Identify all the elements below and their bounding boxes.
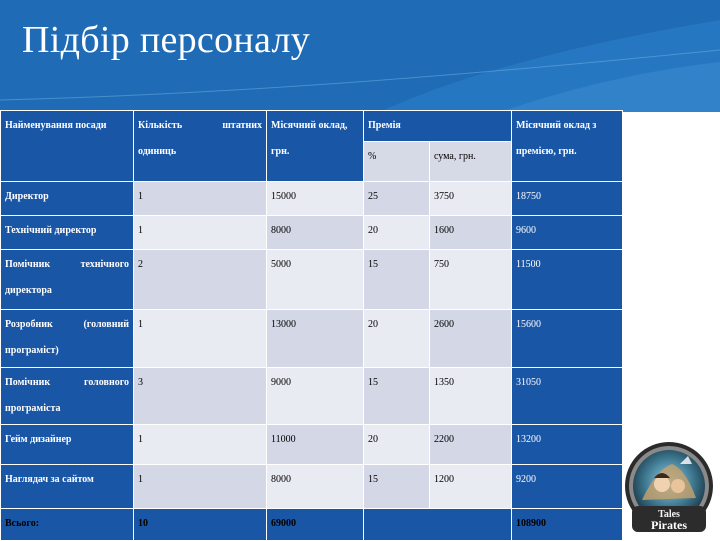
cell-count: 1 — [134, 182, 267, 216]
cell-position: Розробник (головний програміст) — [1, 310, 134, 368]
header-bonus: Премія — [364, 111, 512, 142]
pirates-emblem-icon — [622, 440, 716, 536]
title-banner — [0, 0, 720, 112]
cell-count: 1 — [134, 216, 267, 250]
cell-total-salary: 11500 — [512, 250, 623, 310]
cell-salary: 13000 — [267, 310, 364, 368]
cell-salary: 8000 — [267, 216, 364, 250]
cell-bonus-percent: 20 — [364, 310, 430, 368]
cell-bonus-sum: 3750 — [430, 182, 512, 216]
table-row — [1, 310, 623, 368]
cell-total-salary: 9200 — [512, 465, 623, 509]
header-count: Кількість штатних одиниць — [134, 111, 267, 182]
table-row — [1, 425, 623, 465]
cell-bonus-percent: 15 — [364, 368, 430, 425]
cell-position: Гейм дизайнер — [1, 425, 134, 465]
slide-title: Підбір персоналу — [22, 19, 311, 61]
cell-salary: 5000 — [267, 250, 364, 310]
cell-count: 2 — [134, 250, 267, 310]
cell-bonus-percent: 20 — [364, 216, 430, 250]
cell-total-salary: 9600 — [512, 216, 623, 250]
header-position: Найменування посади — [1, 111, 134, 182]
cell-total-salary-sum: 69000 — [267, 509, 364, 541]
cell-total-salary: 15600 — [512, 310, 623, 368]
logo-text-line2: Pirates — [651, 518, 687, 532]
table-row — [1, 182, 623, 216]
cell-count: 1 — [134, 425, 267, 465]
cell-bonus-percent: 15 — [364, 250, 430, 310]
cell-bonus-sum: 2200 — [430, 425, 512, 465]
cell-salary: 15000 — [267, 182, 364, 216]
header-bonus-sum: сума, грн. — [430, 142, 512, 182]
cell-position: Помічник головного програміста — [1, 368, 134, 425]
cell-bonus-percent: 15 — [364, 465, 430, 509]
cell-count: 3 — [134, 368, 267, 425]
cell-total-salary: 18750 — [512, 182, 623, 216]
cell-salary: 9000 — [267, 368, 364, 425]
cell-position: Директор — [1, 182, 134, 216]
cell-position: Помічник технічного директора — [1, 250, 134, 310]
cell-total-label: Всього: — [1, 509, 134, 541]
cell-count: 1 — [134, 465, 267, 509]
header-total-salary: Місячний оклад з премією, грн. — [512, 111, 623, 182]
cell-bonus-percent: 20 — [364, 425, 430, 465]
cell-bonus-percent: 25 — [364, 182, 430, 216]
tales-pirates-logo — [622, 440, 716, 536]
cell-position: Наглядач за сайтом — [1, 465, 134, 509]
cell-total-salary: 13200 — [512, 425, 623, 465]
cell-total-bonus-empty — [364, 509, 512, 541]
header-bonus-percent: % — [364, 142, 430, 182]
header-salary: Місячний оклад, грн. — [267, 111, 364, 182]
table-row — [1, 465, 623, 509]
cell-total-count: 10 — [134, 509, 267, 541]
cell-total-salary: 31050 — [512, 368, 623, 425]
table-header-row — [1, 111, 623, 142]
cell-bonus-sum: 2600 — [430, 310, 512, 368]
cell-bonus-sum: 1600 — [430, 216, 512, 250]
table-row — [1, 368, 623, 425]
cell-count: 1 — [134, 310, 267, 368]
cell-position: Технічний директор — [1, 216, 134, 250]
staffing-table — [0, 110, 623, 541]
logo-text-line1: Tales — [658, 509, 680, 520]
cell-salary: 11000 — [267, 425, 364, 465]
cell-bonus-sum: 1350 — [430, 368, 512, 425]
cell-bonus-sum: 1200 — [430, 465, 512, 509]
table-row — [1, 216, 623, 250]
table-row — [1, 250, 623, 310]
cell-grand-total: 108900 — [512, 509, 623, 541]
cell-bonus-sum: 750 — [430, 250, 512, 310]
cell-salary: 8000 — [267, 465, 364, 509]
table-total-row — [1, 509, 623, 541]
